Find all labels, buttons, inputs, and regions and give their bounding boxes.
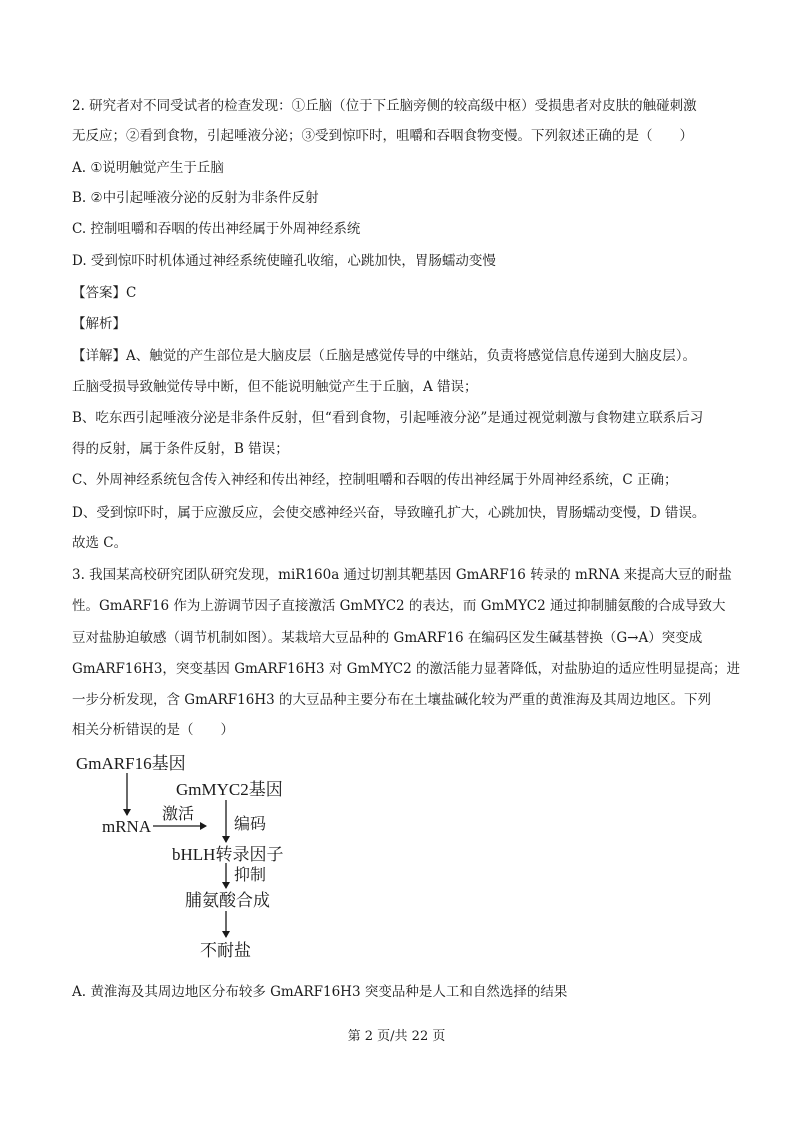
q2-answer: 【答案】C (72, 285, 137, 301)
q2-detail-line-1: 【详解】A、触觉的产生部位是大脑皮层（丘脑是感觉传导的中继站，负责将感觉信息传递到大脑皮层）。 (72, 348, 696, 364)
page-footer: 第 2 页/共 22 页 (347, 1029, 446, 1044)
q3-stem-line-6: 相关分析错误的是（ ） (72, 722, 234, 738)
q2-stem-line-1: 2. 研究者对不同受试者的检查发现：①丘脑（位于下丘脑旁侧的较高级中枢）受损患者对皮肤的触碰刺激 (72, 98, 697, 114)
encode-label: 编码 (234, 816, 267, 833)
q3-stem-line-2: 性。GmARF16 作为上游调节因子直接激活 GmMYC2 的表达，而 GmMYC2 通过抑制脯氨酸的合成导致大 (72, 598, 726, 614)
q2-option-a: A. ①说明触觉产生于丘脑 (72, 160, 224, 176)
q2-detail-line-2: 丘脑受损导致触觉传导中断，但不能说明触觉产生于丘脑，A 错误； (72, 379, 478, 395)
q2-detail-line-5: C、外周神经系统包含传入神经和传出神经，控制咀嚼和吞咽的传出神经属于外周神经系统，C 正确； (72, 472, 678, 488)
activate-label: 激活 (162, 806, 195, 823)
q3-stem-line-5: 一步分析发现，含 GmARF16H3 的大豆品种主要分布在土壤盐碱化较为严重的黄淮海及其周边地区。下列 (72, 692, 711, 708)
q2-analysis-heading: 【解析】 (72, 316, 126, 332)
q3-stem-line-3: 豆对盐胁迫敏感（调节机制如图）。某栽培大豆品种的 GmARF16 在编码区发生碱基替换（G→A）突变成 (72, 630, 703, 646)
mrna-label: mRNA (102, 817, 152, 836)
q2-detail-line-6: D、受到惊吓时，属于应激反应，会使交感神经兴奋，导致瞳孔扩大，心跳加快，胃肠蠕动变慢，D 错误。 (72, 505, 706, 521)
q2-option-b: B. ②中引起唾液分泌的反射为非条件反射 (72, 190, 319, 206)
gene-arf16-label: GmARF16基因 (76, 754, 186, 773)
q2-detail-line-3: B、吃东西引起唾液分泌是非条件反射，但“看到食物，引起唾液分泌”是通过视觉刺激与食物建立联系后习 (72, 410, 704, 426)
q3-stem-line-4: GmARF16H3，突变基因 GmARF16H3 对 GmMYC2 的激活能力显著降低，对盐胁迫的适应性明显提高；进 (72, 661, 740, 677)
q2-detail-line-4: 得的反射，属于条件反射，B 错误； (72, 441, 289, 457)
q3-stem-line-1: 3. 我国某高校研究团队研究发现，miR160a 通过切割其靶基因 GmARF16 转录的 mRNA 来提高大豆的耐盐 (72, 567, 732, 583)
q2-stem-line-2: 无反应；②看到食物，引起唾液分泌；③受到惊吓时，咀嚼和吞咽食物变慢。下列叙述正确的是（ ） (72, 128, 693, 144)
salt-intolerant-label: 不耐盐 (200, 941, 251, 960)
q3-option-a: A. 黄淮海及其周边地区分布较多 GmARF16H3 突变品种是人工和自然选择的结果 (72, 984, 568, 1000)
q2-conclusion: 故选 C。 (72, 535, 128, 551)
gene-myc2-label: GmMYC2基因 (176, 780, 283, 799)
q2-option-c: C. 控制咀嚼和吞咽的传出神经属于外周神经系统 (72, 221, 361, 237)
q2-option-d: D. 受到惊吓时机体通过神经系统使瞳孔收缩，心跳加快，胃肠蠕动变慢 (72, 253, 496, 269)
bhlh-label: bHLH转录因子 (172, 845, 284, 864)
proline-synthesis-label: 脯氨酸合成 (185, 891, 270, 910)
inhibit-label: 抑制 (234, 867, 267, 884)
